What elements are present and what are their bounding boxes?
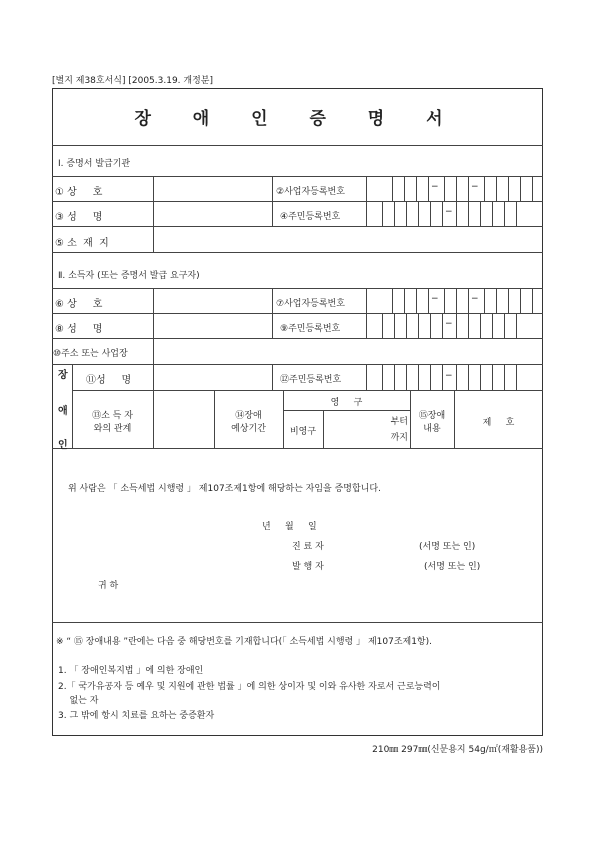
permanent-label: 영 구: [330, 398, 363, 408]
side-label-char: 애: [58, 406, 68, 417]
name-label: ③ 성 명: [55, 212, 103, 223]
rrn-label: ⑨주민등록번호: [280, 324, 341, 334]
note-item: 2.「 국가유공자 등 예우 및 지원에 관한 법률 」에 의한 상이자 및 이와 유사한 자로서 근로능력이: [58, 682, 441, 692]
address-label: ⑩주소 또는 사업장: [53, 349, 128, 359]
rrn-label: ④주민등록번호: [280, 212, 341, 222]
recipient-label: 귀 하: [98, 581, 119, 591]
trade-name-label: ⑥ 상 호: [55, 299, 103, 310]
side-label-char: 인: [58, 440, 68, 451]
divider: [52, 364, 543, 365]
note-item: 없는 자: [58, 696, 99, 706]
note-text: ※ “ ⑮ 장애내용 ”란에는 다음 중 해당번호를 기재합니다(「 소득세법 시행령 」 제107조제1항).: [56, 637, 432, 647]
content-label: 내용: [423, 424, 441, 434]
period-label: ⑭장애: [235, 411, 262, 421]
divider: [272, 176, 273, 226]
divider: [52, 226, 543, 227]
form-reference: [별지 제38호서식] [2005.3.19. 개정분]: [52, 76, 213, 86]
doctor-label: 진 료 자: [292, 542, 324, 552]
rrn-dash: −: [445, 371, 453, 381]
bizno-dash: −: [471, 294, 479, 304]
nonpermanent-label: 비영구: [289, 427, 317, 437]
sign-label: (서명 또는 인): [419, 542, 476, 552]
date-label: 년 월 일: [262, 522, 317, 532]
section1-heading: Ⅰ. 증명서 발급기관: [58, 159, 131, 169]
bizno-label: ⑦사업자등록번호: [276, 299, 345, 309]
rrn-dash: −: [445, 207, 453, 217]
divider: [52, 338, 543, 339]
sign-label: (서명 또는 인): [424, 562, 481, 572]
name-label: ⑧ 성 명: [55, 324, 103, 335]
divider: [52, 176, 543, 177]
divider: [52, 201, 543, 202]
rrn-dash: −: [445, 319, 453, 329]
note-item: 1. 「 장애인복지법 」에 의한 장애인: [58, 666, 204, 676]
statement-text: 위 사람은 「 소득세법 시행령 」 제107조제1항에 해당하는 자임을 증명합니다.: [68, 484, 381, 494]
section2-heading: Ⅱ. 소득자 (또는 증명서 발급 요구자): [58, 271, 200, 281]
code-label: 제 호: [482, 418, 515, 428]
divider: [52, 145, 543, 146]
to-label: 까지: [390, 433, 408, 443]
content-label: ⑮장애: [418, 411, 446, 421]
divider: [153, 176, 154, 252]
address-label: ⑤ 소 재 지: [55, 238, 109, 249]
divider: [52, 313, 543, 314]
note-item: 3. 그 밖에 항시 치료를 요하는 중증환자: [58, 711, 215, 721]
divider: [52, 252, 543, 253]
divider: [52, 288, 543, 289]
page-title: 장 애 인 증 명 서: [134, 109, 461, 129]
bizno-label: ②사업자등록번호: [276, 187, 345, 197]
relation-label: ⑬소 득 자: [92, 411, 133, 421]
divider: [366, 176, 367, 226]
from-label: 부터: [390, 417, 408, 427]
disabled-name-label: ⑪성 명: [86, 375, 132, 386]
disabled-rrn-label: ⑫주민등록번호: [280, 375, 342, 385]
issuer-label: 발 행 자: [292, 562, 324, 572]
paper-spec: 210㎜ 297㎜(신문용지 54g/㎡(재활용품)): [372, 745, 543, 755]
bizno-dash: −: [431, 182, 439, 192]
bizno-dash: −: [431, 294, 439, 304]
period-label: 예상기간: [231, 424, 266, 434]
bizno-dash: −: [471, 182, 479, 192]
side-label-char: 장: [58, 370, 68, 381]
relation-label: 와의 관계: [93, 424, 132, 434]
trade-name-label: ① 상 호: [55, 187, 103, 198]
